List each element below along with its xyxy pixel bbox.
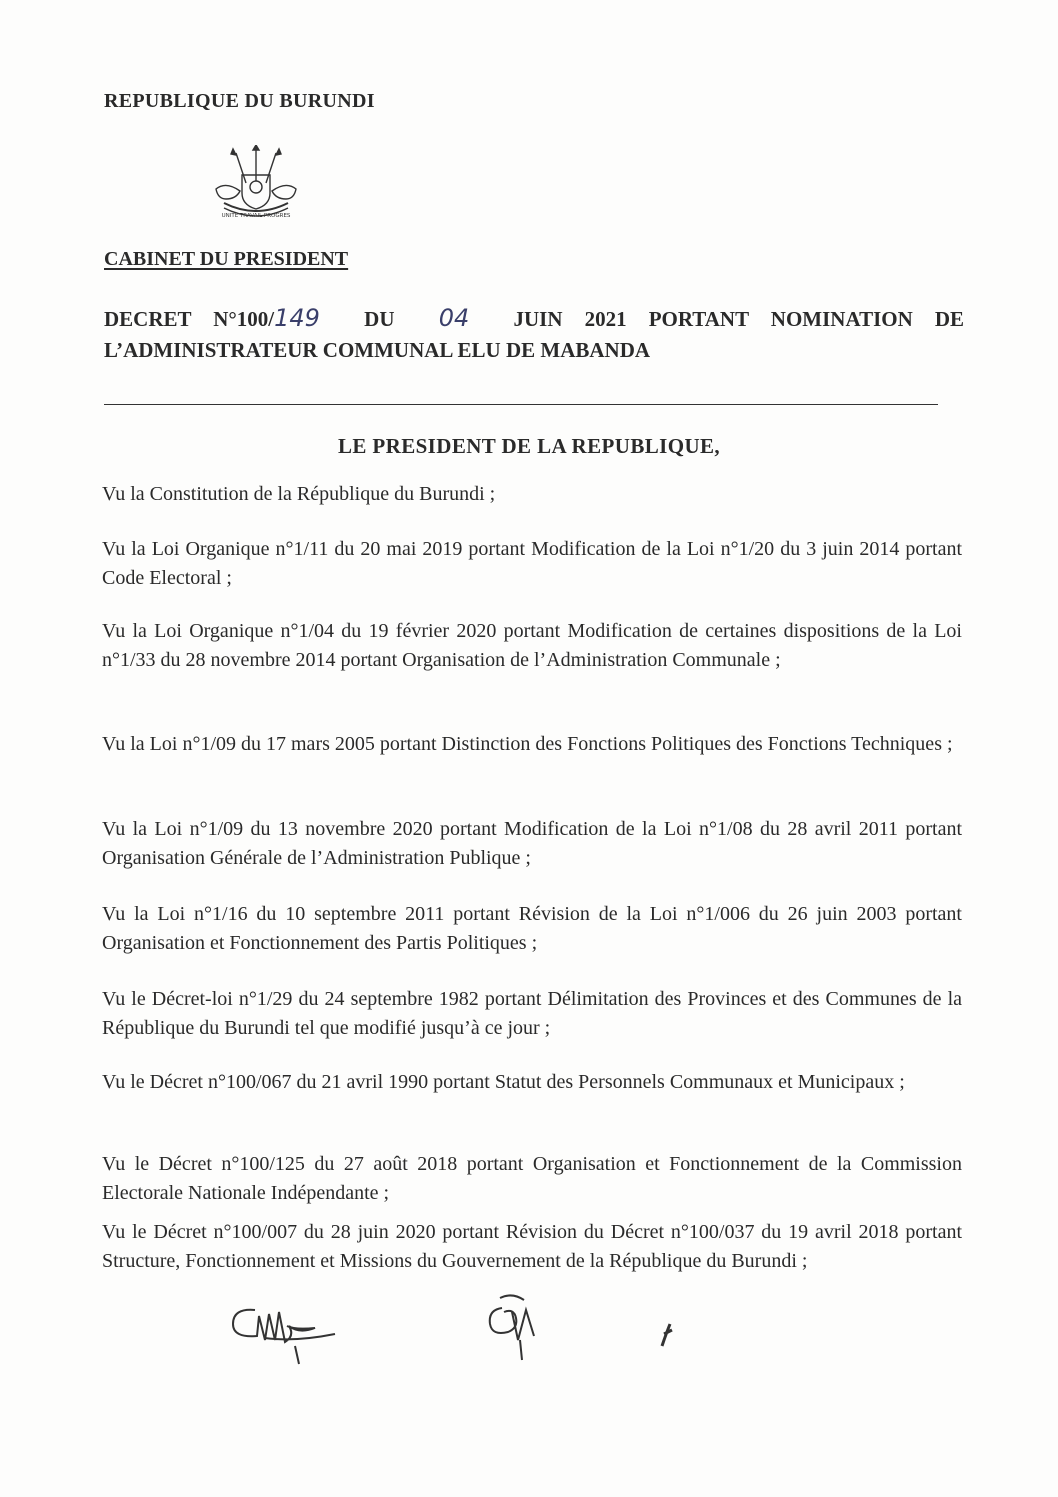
consideration-item: Vu la Loi n°1/09 du 13 novembre 2020 portant Modification de la Loi n°1/08 du 28 avril 2011 portant Organisation Générale de l’Administration Publique ; [102,818,962,869]
consideration-item: Vu la Loi Organique n°1/11 du 20 mai 2019 portant Modification de la Loi n°1/20 du 3 juin 2014 portant Code Electoral ; [102,538,962,589]
initials-signature-3 [652,1290,682,1370]
decree-du: DU [364,307,395,331]
decree-prefix: DECRET N°100/ [104,307,275,331]
cabinet-heading: CABINET DU PRESIDENT [104,248,349,270]
divider-line [104,404,938,405]
consideration-item: Vu la Constitution de la République du Burundi ; [102,483,496,505]
consideration-item: Vu le Décret n°100/125 du 27 août 2018 portant Organisation et Fonctionnement de la Commission Electorale Nationale Indépendante ; [102,1153,962,1204]
consideration-item: Vu la Loi Organique n°1/04 du 19 février 2020 portant Modification de certaines dispositions de la Loi n°1/33 du 28 novembre 2014 portant Organisation de l’Administration Communale ; [102,620,962,671]
consideration-item: Vu le Décret n°100/007 du 28 juin 2020 portant Révision du Décret n°100/037 du 19 avril 2018 portant Structure, Fonctionnement et Missions du Gouvernement de la République du Burundi ; [102,1221,962,1272]
coat-of-arms-emblem [206,145,306,225]
consideration-item: Vu le Décret-loi n°1/29 du 24 septembre 1982 portant Délimitation des Provinces et des Communes de la République du Burundi tel que modifié jusqu’à ce jour ; [102,988,962,1039]
consideration-item: Vu la Loi n°1/16 du 10 septembre 2011 portant Révision de la Loi n°1/006 du 26 juin 2003 portant Organisation et Fonctionnement des Partis Politiques ; [102,903,962,954]
consideration-item: Vu la Loi n°1/09 du 17 mars 2005 portant Distinction des Fonctions Politiques des Fonctions Techniques ; [102,733,953,755]
initials-signature-2 [480,1290,550,1370]
country-heading: REPUBLIQUE DU BURUNDI [104,90,375,112]
decree-number-handwritten: 149 [274,304,320,332]
decree-title [104,303,964,366]
svg-text:UNITE TRAVAIL PROGRES: UNITE TRAVAIL PROGRES [221,213,291,219]
consideration-item: Vu le Décret n°100/067 du 21 avril 1990 portant Statut des Personnels Communaux et Municipaux ; [102,1071,905,1093]
decree-title-rest: JUIN 2021 PORTANT NOMINATION DE L’ADMINISTRATEUR COMMUNAL ELU DE MABANDA [104,307,965,362]
president-heading: LE PRESIDENT DE LA REPUBLIQUE, [337,434,721,458]
initials-signature-1 [225,1290,355,1370]
decree-day-handwritten: 04 [438,304,470,332]
